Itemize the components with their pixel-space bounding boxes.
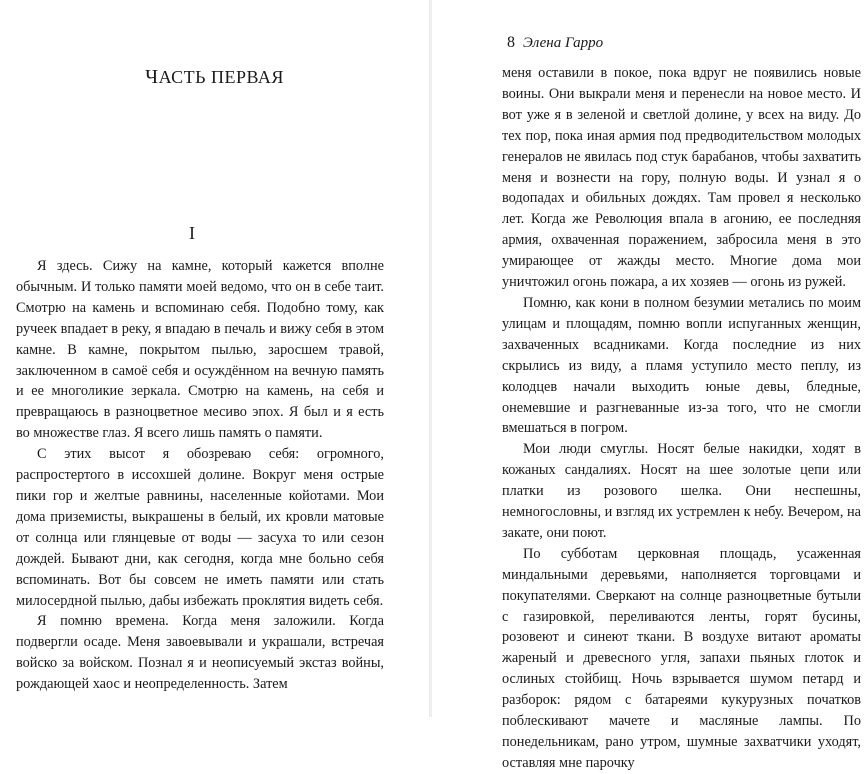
paragraph: По субботам церковная площадь, усаженная миндальными деревьями, наполняется торговцами и покупателями. Сверкают на солнце разноцветные бутыли с газировкой, переливаются ленты, горят бусины, розовеют и синеют ткани. В воздухе витают ароматы жареный и древесного угля, запахи пьяных глоток и ослиных стойбищ. Ночь взрывается шумом петард и разборок: рядом с батареями кукурузных початков поблескивают мачете и масляные лампы. По понедельникам, рано утром, шумные захватчики уходят, оставляя мне парочку bbox=[502, 545, 861, 771]
left-body-text bbox=[16, 256, 384, 695]
page-number: 8 bbox=[507, 34, 515, 51]
part-title-initial: Ч bbox=[145, 66, 159, 88]
chapter-number: I bbox=[189, 223, 195, 243]
part-title bbox=[0, 66, 429, 89]
part-title-rest: АСТЬ ПЕРВАЯ bbox=[158, 67, 284, 87]
left-page bbox=[0, 0, 429, 717]
running-header bbox=[507, 34, 603, 52]
paragraph: Помню, как кони в полном безумии метались по моим улицам и площадям, помню вопли испуганных женщин, захваченных всадниками. Когда последние из них скрылись из виду, а пламя уступило место пеплу, из колодцев начали выходить юные девы, бледные, онемевшие и разгневанные из-за того, что не смогли вмешаться в погром. bbox=[502, 294, 861, 437]
paragraph: Мои люди смуглы. Носят белые накидки, ходят в кожаных сандалиях. Носят на шее золотые цепи или платки из розового шелка. Они неспешны, немногословны, и взгляд их устремлен к небу. Вечером, на закате, они поют. bbox=[502, 441, 861, 541]
continued-paragraph: меня оставили в покое, пока вдруг не появились новые воины. Они выкрали меня и перенесли на новое место. И вот уже я в зеленой и светлой долине, у всех на виду. До тех пор, пока иная армия под предводительством молодых генералов не явилась под стук барабанов, чтобы захватить меня и вознести на гору, полную воды. И узнал я о водопадах и обильных дождях. Там провел я несколько лет. Когда же Революция впала в агонию, ее последняя армия, охваченная поражением, забросила меня в это умирающее от жажды место. Многие дома мои уничтожил огонь пожара, а их хозяев — огонь из ружей. bbox=[502, 65, 861, 291]
right-page bbox=[432, 0, 867, 771]
running-author: Элена Гарро bbox=[523, 35, 604, 51]
paragraph: С этих высот я обозреваю себя: огромного, распростертого в иссохшей долине. Вокруг меня острые пики гор и желтые равнины, населенные койотами. Мои дома приземисты, выкрашены в белый, их кровли матовые от солнца или глянцевые от воды — засуха то или сезон дождей. Бывают дни, как сегодня, когда мне больно себя вспоминать. Вот бы совсем не иметь памяти или стать милосердной пылью, дабы избежать проклятия видеть себя. bbox=[16, 446, 384, 609]
right-body-text bbox=[502, 63, 861, 774]
paragraph: Я помню времена. Когда меня заложили. Когда подвергли осаде. Меня завоевывали и украшали, встречая войско за войском. Познал я и неописуемый экстаз войны, рождающей хаос и неопределенность. Затем bbox=[16, 613, 384, 693]
paragraph: Я здесь. Сижу на камне, который кажется вполне обычным. И только памяти моей ведомо, что он в себе таит. Смотрю на камень и вспоминаю себя. Подобно тому, как ручеек впадает в реку, я впадаю в печаль и вижу себя в этом камне. В камне, покрытом пылью, заросшем травой, заключенном в самоё себя и осуждённом на вечную память и ее многоликие зеркала. Смотрю на камень, на себя и превращаюсь в разноцветное месиво эпох. Я был и я есть во множестве глаз. Я всего лишь память о памяти. bbox=[16, 258, 384, 442]
